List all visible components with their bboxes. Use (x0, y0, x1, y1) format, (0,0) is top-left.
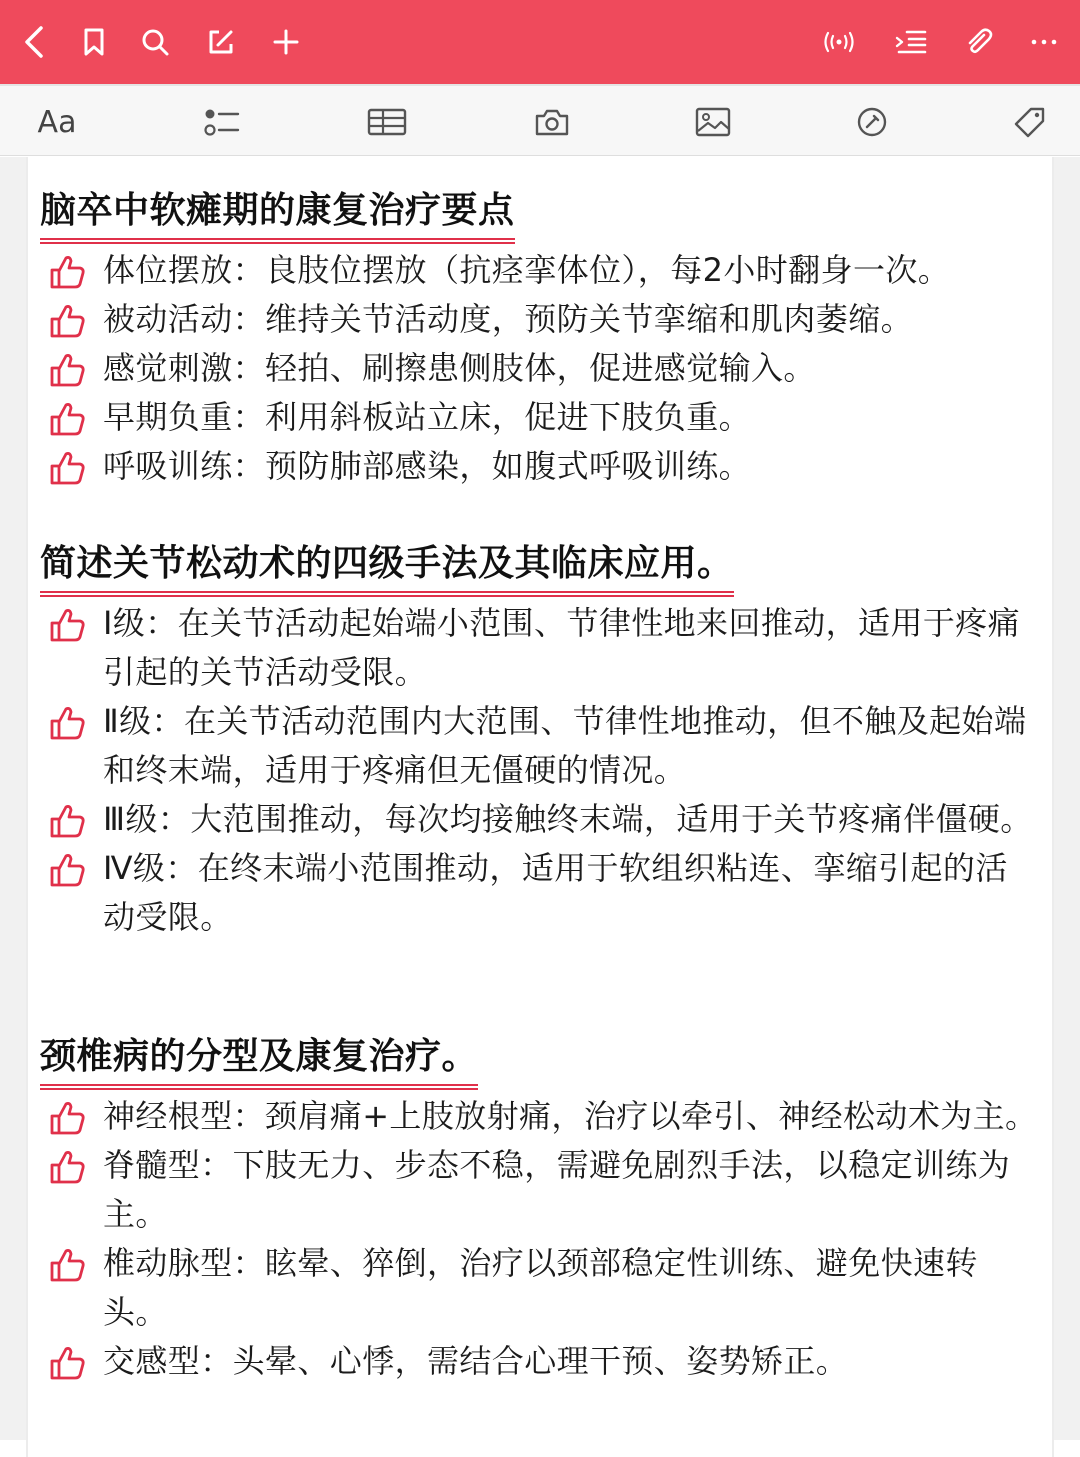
section-title: 脑卒中软瘫期的康复治疗要点 (40, 188, 515, 240)
list-item (40, 1239, 1040, 1337)
search-icon[interactable] (134, 21, 176, 63)
list-item (40, 442, 1040, 491)
thumbs-up-icon (48, 1246, 86, 1284)
item-text: 神经根型：颈肩痛+上肢放射痛，治疗以牵引、神经松动术为主。 (103, 1097, 1038, 1135)
item-text: 感觉刺激：轻拍、刷擦患侧肢体，促进感觉输入。 (103, 349, 816, 387)
thumbs-up-icon (48, 449, 86, 487)
more-icon[interactable] (1023, 21, 1065, 63)
item-text: Ⅳ级：在终末端小范围推动，适用于软组织粘连、挛缩引起的活动受限。 (103, 849, 1008, 936)
list-item (40, 697, 1040, 795)
thumbs-up-icon (48, 1099, 86, 1137)
note-section (40, 188, 1040, 491)
list-item (40, 344, 1040, 393)
note-section (40, 541, 1040, 942)
item-text: Ⅰ级：在关节活动起始端小范围、节律性地来回推动，适用于疼痛引起的关节活动受限。 (103, 604, 1021, 691)
back-icon[interactable] (15, 21, 57, 63)
thumbs-up-icon (48, 606, 86, 644)
formatting-toolbar (0, 84, 1080, 156)
camera-icon[interactable] (528, 98, 576, 146)
text-format-label: Aa (37, 104, 77, 140)
thumbs-up-icon (48, 253, 86, 291)
attachment-icon[interactable] (957, 21, 999, 63)
item-text: 脊髓型：下肢无力、步态不稳，需避免剧烈手法，以稳定训练为主。 (103, 1146, 1011, 1233)
thumbs-up-icon (48, 851, 86, 889)
thumbs-up-icon (48, 802, 86, 840)
edit-icon[interactable] (200, 21, 242, 63)
bookmark-icon[interactable] (73, 21, 115, 63)
thumbs-up-icon (48, 400, 86, 438)
list-item (40, 599, 1040, 697)
section-title: 颈椎病的分型及康复治疗。 (40, 1034, 478, 1086)
audio-icon[interactable] (818, 21, 860, 63)
item-text: 呼吸训练：预防肺部感染，如腹式呼吸训练。 (103, 447, 752, 485)
table-icon[interactable] (363, 98, 411, 146)
list-item (40, 1141, 1040, 1239)
item-text: 交感型：头晕、心悸，需结合心理干预、姿势矫正。 (103, 1342, 849, 1380)
image-icon[interactable] (689, 98, 737, 146)
checklist-icon[interactable] (198, 98, 246, 146)
top-navigation-bar (0, 0, 1080, 84)
list-item (40, 246, 1040, 295)
thumbs-up-icon (48, 351, 86, 389)
list-item (40, 295, 1040, 344)
item-text: 体位摆放：良肢位摆放（抗痉挛体位），每2小时翻身一次。 (103, 251, 951, 289)
outline-icon[interactable] (890, 21, 932, 63)
list-item (40, 1337, 1040, 1386)
thumbs-up-icon (48, 1344, 86, 1382)
thumbs-up-icon (48, 704, 86, 742)
list-item (40, 795, 1040, 844)
list-item (40, 844, 1040, 942)
pen-icon[interactable] (848, 98, 896, 146)
list-item (40, 393, 1040, 442)
item-text: 被动活动：维持关节活动度，预防关节挛缩和肌肉萎缩。 (103, 300, 914, 338)
thumbs-up-icon (48, 302, 86, 340)
note-section (40, 1034, 1040, 1386)
list-item (40, 1092, 1040, 1141)
thumbs-up-icon (48, 1148, 86, 1186)
item-text: 椎动脉型：眩晕、猝倒，治疗以颈部稳定性训练、避免快速转头。 (103, 1244, 978, 1331)
section-title: 简述关节松动术的四级手法及其临床应用。 (40, 541, 734, 593)
add-icon[interactable] (265, 21, 307, 63)
item-text: Ⅲ级：大范围推动，每次均接触终末端，适用于关节疼痛伴僵硬。 (103, 800, 1033, 838)
item-text: Ⅱ级：在关节活动范围内大范围、节律性地推动，但不触及起始端和终末端，适用于疼痛但无僵硬的情况。 (103, 702, 1027, 789)
item-text: 早期负重：利用斜板站立床，促进下肢负重。 (103, 398, 752, 436)
tag-icon[interactable] (1006, 98, 1054, 146)
text-format-button[interactable] (33, 98, 81, 146)
